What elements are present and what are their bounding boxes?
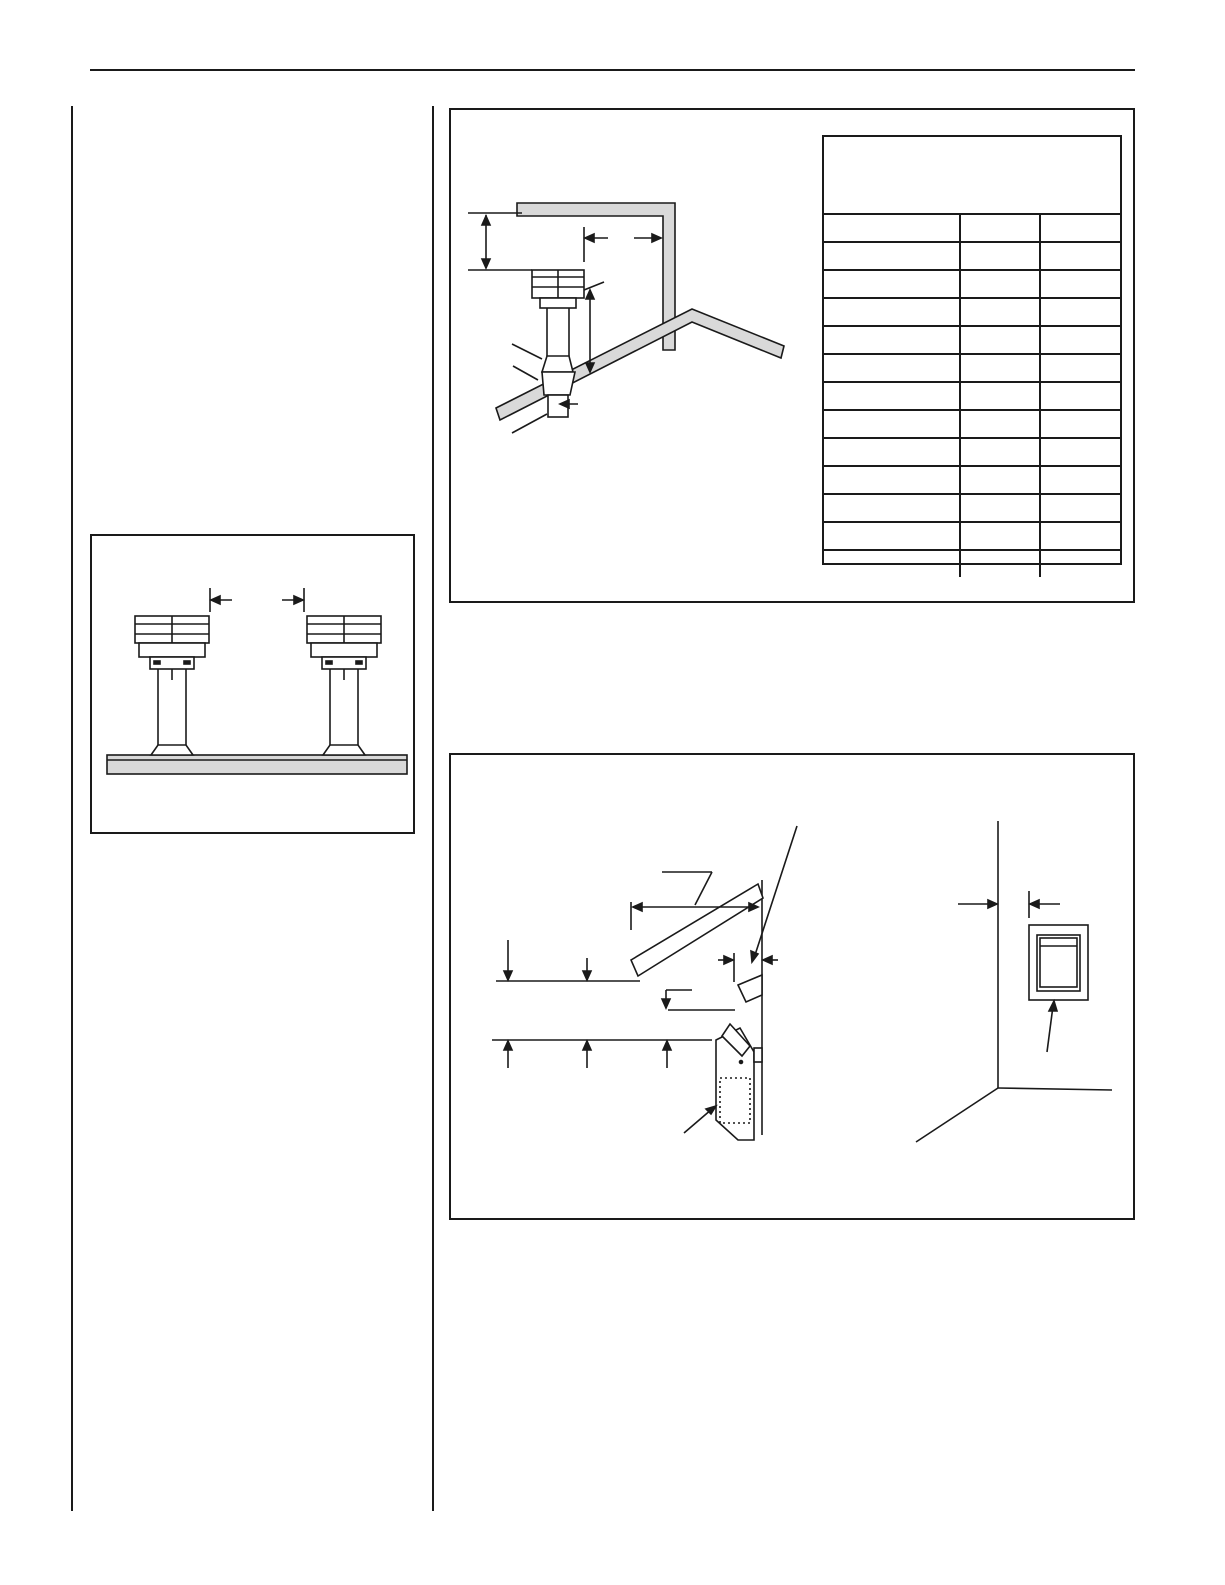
table-row: [824, 466, 1120, 494]
table-cell: [960, 326, 1040, 354]
table-cell: [1040, 270, 1120, 298]
table-cell: [960, 522, 1040, 550]
table-row: [824, 382, 1120, 410]
table-cell: [960, 242, 1040, 270]
table-cell: [1040, 298, 1120, 326]
table-cell: [824, 522, 960, 550]
table-cell: [960, 270, 1040, 298]
table-cell: [1040, 382, 1120, 410]
termination-spacing-figure: [90, 534, 415, 834]
table-cell: [1040, 494, 1120, 522]
table-cell: [824, 242, 960, 270]
table-cell: [824, 326, 960, 354]
table-header-row: [824, 215, 1120, 242]
table-header-cell: [1040, 215, 1120, 242]
table-cell: [960, 466, 1040, 494]
table-cell: [824, 438, 960, 466]
left-margin-rule: [71, 106, 73, 1511]
table-row: [824, 354, 1120, 382]
table-cell: [824, 466, 960, 494]
table-cell: [824, 494, 960, 522]
table-cell: [1040, 466, 1120, 494]
table-row: [824, 298, 1120, 326]
exterior-clearance-figure: [449, 753, 1135, 1220]
table-header-cell: [824, 215, 960, 242]
table-cell: [960, 382, 1040, 410]
table-row: [824, 522, 1120, 550]
table-cell: [960, 438, 1040, 466]
table-cell: [1040, 522, 1120, 550]
table-cell: [1040, 550, 1120, 577]
table-cell: [824, 382, 960, 410]
table-cell: [824, 354, 960, 382]
table-cell: [1040, 354, 1120, 382]
clearance-table: [822, 135, 1122, 565]
table-cell: [1040, 242, 1120, 270]
table-cell: [960, 298, 1040, 326]
table-cell: [824, 410, 960, 438]
header-rule: [90, 69, 1135, 71]
table-cell: [1040, 438, 1120, 466]
table-row: [824, 438, 1120, 466]
table-cell: [1040, 410, 1120, 438]
table-row: [824, 410, 1120, 438]
table-cell: [960, 410, 1040, 438]
table-cell: [824, 550, 960, 577]
table-row: [824, 326, 1120, 354]
table-cell: [824, 270, 960, 298]
table-row: [824, 550, 1120, 577]
table-cell: [960, 550, 1040, 577]
clearance-table-grid: [824, 215, 1120, 577]
table-row: [824, 270, 1120, 298]
table-header-cell: [960, 215, 1040, 242]
table-cell: [960, 354, 1040, 382]
table-cell: [960, 494, 1040, 522]
table-cell: [824, 298, 960, 326]
clearance-table-title: [824, 137, 1120, 215]
table-row: [824, 494, 1120, 522]
table-cell: [1040, 326, 1120, 354]
column-divider-rule: [432, 106, 434, 1511]
table-row: [824, 242, 1120, 270]
